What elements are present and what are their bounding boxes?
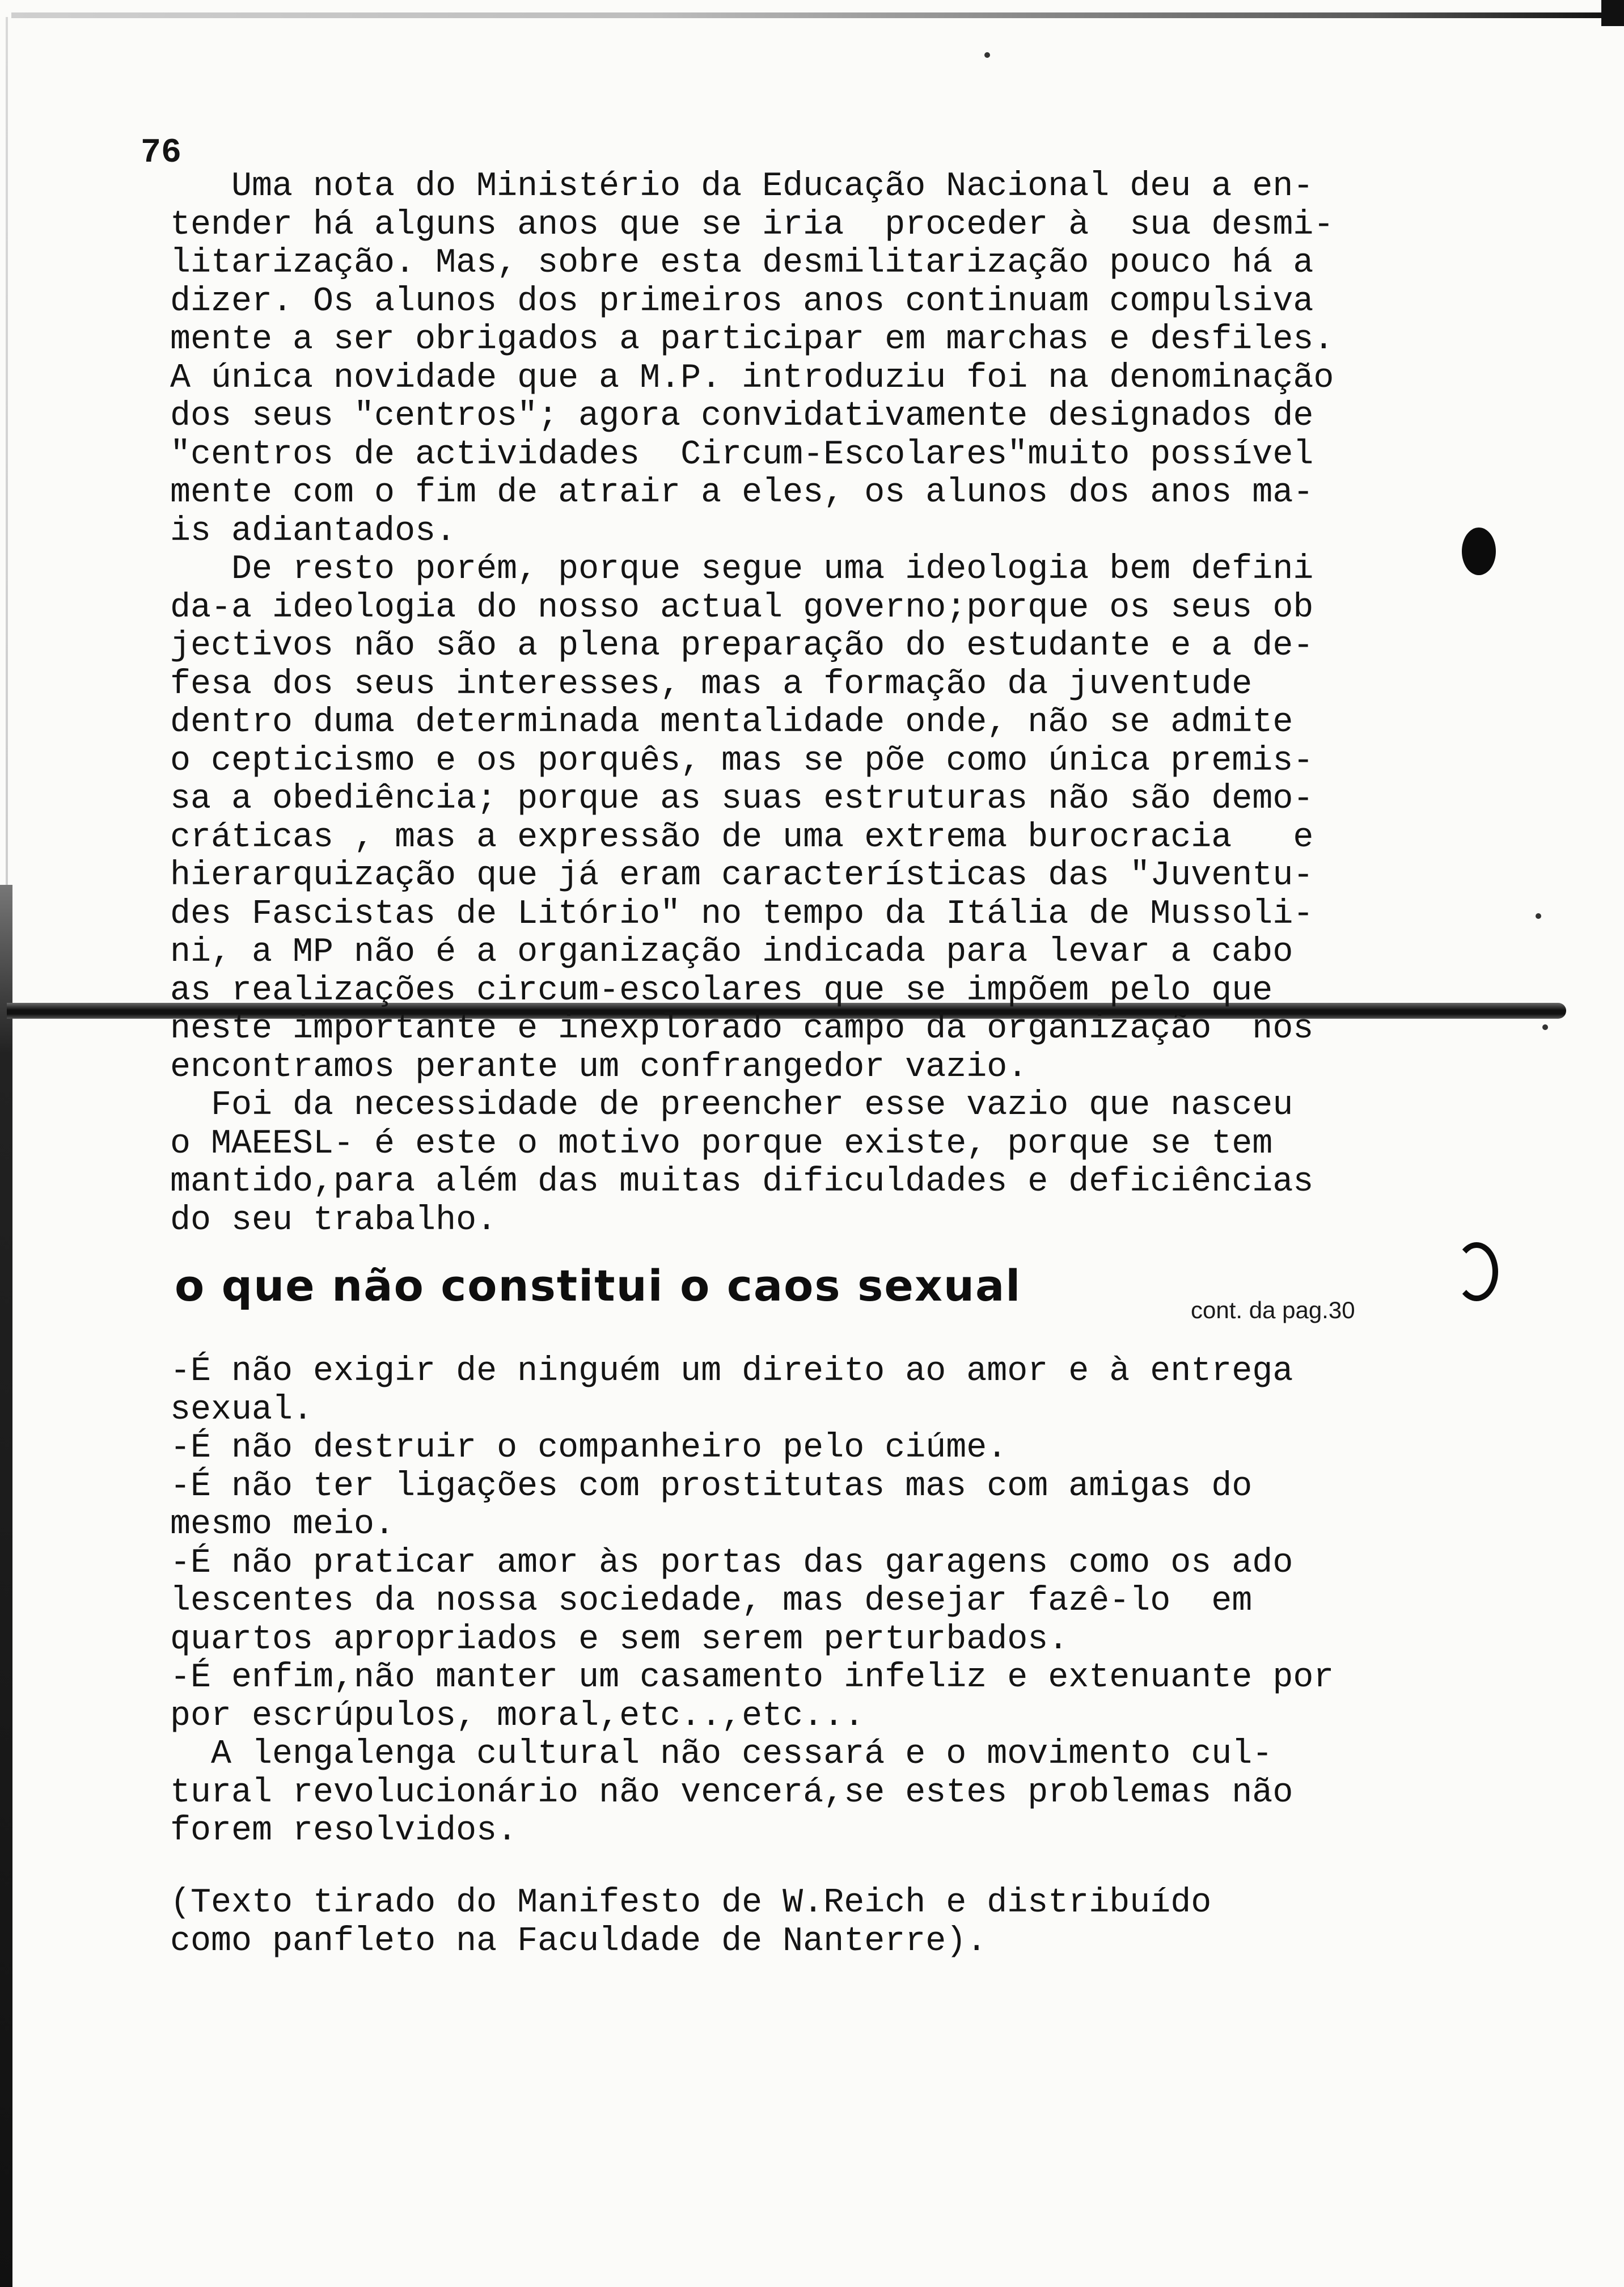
- text-line: mesmo meio.: [170, 1505, 395, 1544]
- text-line: ni, a MP não é a organização indicada para levar a cabo: [170, 933, 1293, 972]
- text-line: mente a ser obrigados a participar em marchas e desfiles.: [170, 320, 1334, 359]
- text-line: encontramos perante um confrangedor vazio.: [170, 1048, 1028, 1087]
- text-line: -É enfim,não manter um casamento infeliz e extenuante por: [170, 1659, 1334, 1697]
- text-line: o MAEESL- é este o motivo porque existe, porque se tem: [170, 1124, 1273, 1163]
- text-line: -É não exigir de ninguém um direito ao amor e à entrega: [170, 1352, 1293, 1391]
- text-line: (Texto tirado do Manifesto de W.Reich e distribuído: [170, 1884, 1212, 1922]
- text-line: por escrúpulos, moral,etc..,etc...: [170, 1697, 865, 1736]
- text-line: o cepticismo e os porquês, mas se põe como única premis-: [170, 741, 1314, 780]
- text-line: dizer. Os alunos dos primeiros anos continuam compulsiva: [170, 282, 1314, 321]
- text-line: cráticas , mas a expressão de uma extrema burocracia e: [170, 818, 1314, 857]
- text-line: Foi da necessidade de preencher esse vazio que nasceu: [170, 1086, 1293, 1125]
- text-line: fesa dos seus interesses, mas a formação da juventude: [170, 665, 1253, 704]
- text-line: da-a ideologia do nosso actual governo;porque os seus ob: [170, 588, 1314, 627]
- text-line: -É não ter ligações com prostitutas mas com amigas do: [170, 1467, 1253, 1506]
- text-line: De resto porém, porque segue uma ideologia bem defini: [170, 550, 1314, 589]
- ink-blot: [1455, 1242, 1498, 1301]
- continuation-note: cont. da pag.30: [1191, 1297, 1355, 1323]
- text-line: -É não praticar amor às portas das garagens como os ado: [170, 1543, 1293, 1583]
- list-body: [170, 1353, 1497, 1851]
- text-line: como panfleto na Faculdade de Nanterre).: [170, 1922, 987, 1961]
- ink-speck: [1536, 913, 1541, 919]
- text-line: lescentes da nossa sociedade, mas desejar fazê-lo em: [170, 1582, 1253, 1621]
- page-top-edge: [11, 12, 1610, 18]
- text-line: mantido,para além das muitas dificuldades e deficiências: [170, 1163, 1314, 1201]
- text-line: des Fascistas de Litório" no tempo da Itália de Mussoli-: [170, 894, 1314, 934]
- text-line: litarização. Mas, sobre esta desmilitarização pouco há a: [170, 244, 1314, 282]
- text-line: A lengalenga cultural não cessará e o movimento cul-: [170, 1735, 1273, 1774]
- text-line: is adiantados.: [170, 512, 456, 551]
- text-line: A única novidade que a M.P. introduziu foi na denominação: [170, 358, 1334, 398]
- text-line: -É não destruir o companheiro pelo ciúme.: [170, 1429, 1008, 1467]
- page-number: 76: [141, 134, 182, 172]
- text-line: sa a obediência; porque as suas estruturas não são demo-: [170, 780, 1314, 818]
- text-line: dos seus "centros"; agora convidativamente designados de: [170, 397, 1314, 436]
- text-line: Uma nota do Ministério da Educação Nacional deu a en-: [170, 167, 1314, 206]
- page-corner-shadow: [1601, 0, 1624, 26]
- text-line: mente com o fim de atrair a eles, os alunos dos anos ma-: [170, 474, 1314, 512]
- page-left-shadow: [0, 885, 12, 2287]
- text-line: forem resolvidos.: [170, 1812, 518, 1850]
- ink-speck: [1542, 1024, 1548, 1030]
- text-line: hierarquização que já eram características das "Juventu-: [170, 856, 1314, 895]
- text-line: as realizações circum-escolares que se impõem pelo que: [170, 971, 1273, 1010]
- ink-speck: [984, 52, 990, 58]
- text-line: "centros de actividades Circum-Escolares"muito possível: [170, 435, 1314, 474]
- text-line: quartos apropriados e sem serem perturbados.: [170, 1620, 1069, 1659]
- text-line: do seu trabalho.: [170, 1201, 497, 1240]
- text-line: sexual.: [170, 1390, 314, 1429]
- article-body: [170, 168, 1497, 1240]
- text-line: tural revolucionário não vencerá,se estes problemas não: [170, 1773, 1293, 1812]
- text-line: neste importante e inexplorado campo da organização nos: [170, 1010, 1314, 1048]
- source-note: [170, 1884, 1497, 1961]
- section-heading: o que não constitui o caos sexual: [175, 1260, 1022, 1311]
- text-line: jectivos não são a plena preparação do estudante e a de-: [170, 627, 1314, 665]
- text-line: dentro duma determinada mentalidade onde, não se admite: [170, 703, 1293, 742]
- text-line: tender há alguns anos que se iria proceder à sua desmi-: [170, 205, 1334, 244]
